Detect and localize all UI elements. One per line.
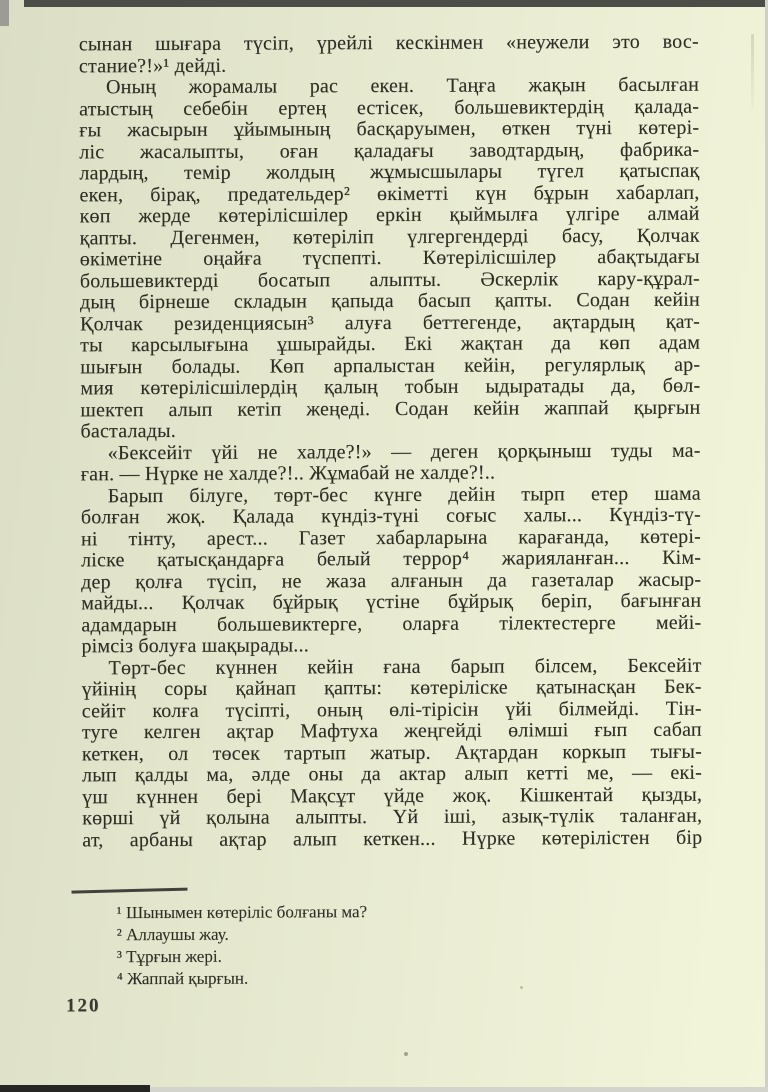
text-line: ған. — Нүрке не халде?!.. Жұмабай не халде?!.. (80, 461, 496, 486)
text-line: үйінің соры қайнап қапты: көтеріліске қатынасқан Бек- (81, 675, 702, 701)
text-line: өкіметіне оңайға түспепті. Көтерілісшілер абақтыдағы (79, 245, 700, 271)
scan-edge-top (24, 0, 768, 7)
text-line: атыстың себебін ертең естісек, большевиктердің қалада- (79, 95, 700, 120)
text-line: туге келген ақтар Мафтуха жеңгейді өлімші ғып сабап (81, 718, 702, 744)
text-line: ліске қатысқандарға белый террор⁴ жарияланған... Кім- (81, 546, 702, 572)
text-line: ліс жасалыпты, оған қаладағы заводтардың, фабрика- (79, 138, 700, 163)
footnote-line: ¹ Шынымен көтеріліс болғаны ма? (116, 902, 368, 923)
text-line: Төрт-бес күннен кейін ғана барып білсем, Бексейіт (108, 654, 702, 679)
page-number: 120 (65, 995, 101, 1017)
text-line: лардың, темір жолдың жұмысшылары түгел қатыспақ (79, 159, 700, 185)
text-line: Барып білуге, төрт-бес күнге дейін тырп етер шама (107, 482, 701, 507)
text-line: басталады. (80, 419, 176, 443)
scan-scratch-mark (751, 34, 754, 110)
text-line: большевиктерді босатып алыпты. Әскерлік кару-құрал- (79, 267, 700, 292)
text-line: дың бірнеше складын қапыда басып қапты. Содан кейін (79, 288, 700, 314)
footnote-line: ³ Тұрғын жері. (116, 946, 222, 967)
dust-speck (520, 986, 523, 989)
text-line: Қолчак резиденциясын³ алуға беттегенде, ақтардың қат- (79, 310, 701, 335)
text-line: ні тінту, арест... Газет хабарларына карағанда, көтері- (80, 525, 702, 550)
text-line: сынан шығара түсіп, үрейлі кескінмен «неужели это вос- (78, 30, 699, 56)
text-line: лып қалды ма, әлде оны да актар алып кетті ме, — екі- (81, 761, 703, 787)
dust-speck (404, 1052, 408, 1056)
text-line: майды... Қолчак бұйрық үстіне бұйрық беріп, бағынған (81, 589, 702, 615)
text-line: қапты. Дегенмен, көтеріліп үлгергендерді басу, Қолчак (79, 224, 700, 249)
body-text (79, 32, 703, 852)
text-line: көрші үй қолына алыпты. Үй іші, азық-түлік таланған, (82, 804, 703, 830)
text-line: Оның жорамалы рас екен. Таңға жақын басылған (105, 73, 700, 99)
text-line: кеткен, ол төсек тартып жатыр. Ақтардан коркып тығы- (81, 740, 702, 765)
text-line: мия көтерілісшілердің қалың тобын ыдыратады да, бөл- (80, 374, 701, 400)
footnote-line: ² Аллаушы жау. (116, 924, 229, 945)
scan-corner-notch (0, 0, 9, 26)
text-line: рімсіз болуға шақырады... (81, 634, 309, 658)
text-line: ат, арбаны ақтар алып кеткен... Нүрке көтерілістен бір (82, 826, 703, 851)
text-line: стание?!»¹ дейді. (78, 54, 227, 77)
footnote-line: ⁴ Жаппай қырғын. (116, 968, 249, 989)
text-line: адамдарын большевиктерге, оларға тілектестерге мейі- (81, 611, 702, 636)
text-line: «Бексейіт үйі не халде?!» — деген қорқыныш туды ма- (107, 439, 701, 464)
text-line: ты карсылығына ұшырайды. Екі жақтан да көп адам (80, 331, 701, 357)
text-line: шектеп алып кетіп жеңеді. Содан кейін жаппай қырғын (80, 396, 701, 421)
text-line: дер қолға түсіп, не жаза алғанын да газеталар жасыр- (81, 568, 702, 593)
text-line: екен, бірақ, предательдер² өкіметті күн бұрын хабарлап, (79, 181, 700, 206)
text-line: ғы жасырын ұйымының басқаруымен, өткен түні көтері- (79, 116, 700, 142)
footnote-separator (71, 888, 187, 894)
text-line: сейіт колға түсіпті, оның өлі-тірісін үйі білмейді. Тін- (81, 697, 702, 722)
text-line: үш күннен бері Мақсұт үйде жоқ. Кішкентай қызды, (82, 783, 703, 808)
text-line: көп жерде көтерілісшілер еркін қыймылға үлгіре алмай (79, 202, 700, 228)
text-line: шығын болады. Көп арпалыстан кейін, регулярлық ар- (80, 353, 701, 378)
text-line: болған жоқ. Қалада күндіз-түні соғыс халы... Күндіз-тү- (80, 503, 701, 529)
scan-edge-bottom-dark (0, 1085, 150, 1092)
footnotes (83, 900, 703, 991)
